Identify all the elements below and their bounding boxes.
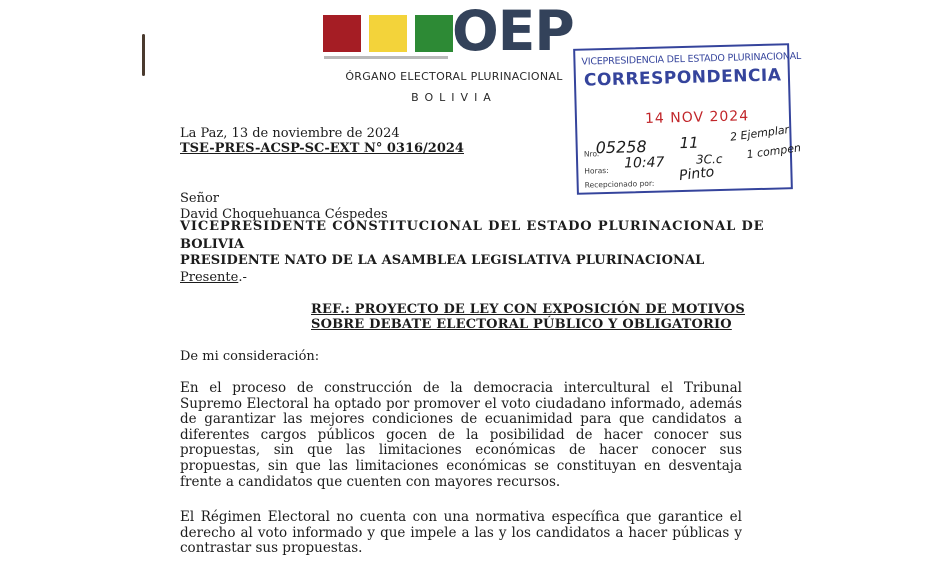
oep-logo-squares [323, 15, 453, 52]
stamp-hours-label: Horas: [584, 165, 609, 176]
stamp-institution: VICEPRESIDENCIA DEL ESTADO PLURINACIONAL [581, 50, 802, 68]
presente-line [180, 271, 247, 284]
organization-name: ÓRGANO ELECTORAL PLURINACIONAL [345, 70, 563, 83]
stamp-handwritten-copies-2: 1 compen [745, 141, 802, 162]
recipient-role-1b: BOLIVIA [180, 237, 245, 252]
ref-line-1: REF.: PROYECTO DE LEY CON EXPOSICIÓN DE MOTIVOS [311, 302, 745, 317]
presente-word: Presente [180, 270, 239, 285]
presente-suffix: .- [238, 270, 247, 285]
ref-line-2: SOBRE DEBATE ELECTORAL PÚBLICO Y OBLIGATORIO [311, 317, 732, 332]
body-paragraph-2: El Régimen Electoral no cuenta con una normativa específica que garantice el derecho al voto informado y que impele a las y los candidatos a hacer públicas y contrastar sus propuestas. [180, 509, 742, 557]
stamp-title: CORRESPONDENCIA [583, 65, 782, 91]
stamp-handwritten-pages: 11 [679, 133, 699, 153]
stamp-number-label: Nro. [583, 149, 600, 159]
logo-yellow-square [369, 15, 407, 52]
stamp-handwritten-time: 10:47 [623, 154, 665, 172]
recipient-role-1: VICEPRESIDENTE CONSTITUCIONAL DEL ESTADO PLURINACIONAL DE [180, 219, 765, 234]
reception-stamp [573, 43, 802, 195]
logo-red-square [323, 15, 361, 52]
body-paragraph-1: En el proceso de construcción de la democracia intercultural el Tribunal Supremo Electoral ha optado por promover el voto ciudadano informado, además de garantizar las mejores condiciones de ecuanimidad para que candidatos a diferentes cargos públicos gocen de la posibilidad de hacer conocer sus propuestas, sin que las limitaciones económicas de hacer conocer sus propuestas, sin que las limitaciones económicas se constituyan en desventaja frente a candidatos que cuenten con mayores recursos. [180, 380, 742, 490]
stamp-handwritten-copies-1: 2 Ejemplar [729, 123, 790, 144]
stamp-date: 14 NOV 2024 [644, 108, 750, 127]
stamp-handwritten-code: 3C.c [695, 151, 723, 167]
greeting: De mi consideración: [180, 349, 320, 364]
margin-pen-mark [142, 34, 145, 76]
reference-code: TSE-PRES-ACSP-SC-EXT N° 0316/2024 [180, 141, 464, 156]
organization-country: BOLIVIA [411, 91, 497, 104]
logo-stripe [324, 56, 448, 59]
salutation-title: Señor [180, 191, 220, 206]
stamp-handwritten-number: 05258 [595, 136, 647, 158]
recipient-name: David Choquehuanca Céspedes [180, 207, 388, 222]
recipient-role-2: PRESIDENTE NATO DE LA ASAMBLEA LEGISLATIVA PLURINACIONAL [180, 253, 705, 268]
place-date: La Paz, 13 de noviembre de 2024 [180, 126, 400, 141]
oep-logo-text: OEP [452, 0, 574, 63]
stamp-received-label: Recepcionado por: [584, 178, 655, 190]
stamp-handwritten-receiver: Pinto [678, 164, 716, 185]
logo-green-square [415, 15, 453, 52]
